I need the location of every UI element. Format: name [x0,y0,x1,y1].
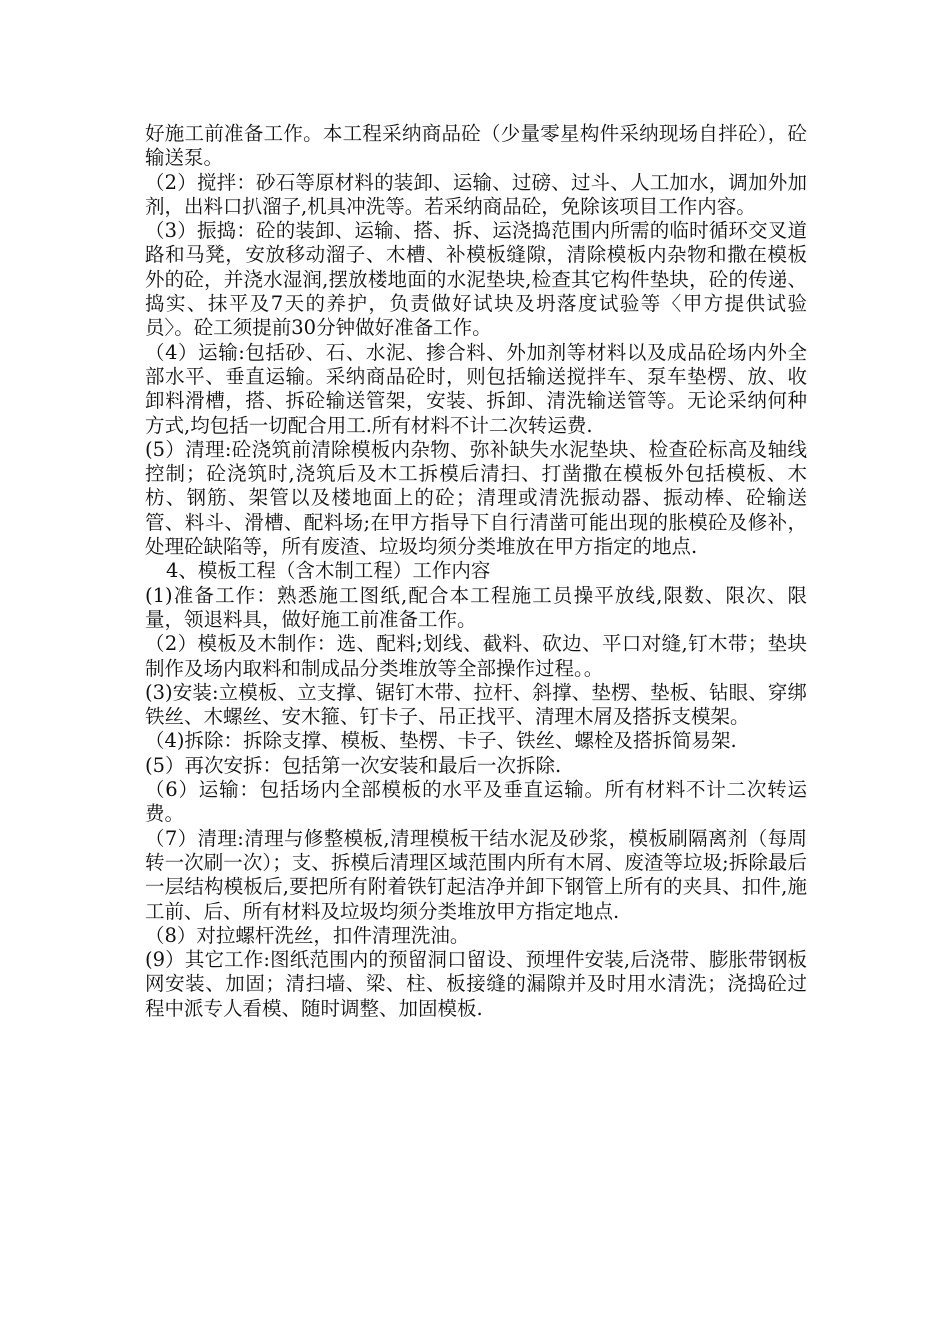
paragraph-formwork-reinstall: (5）再次安拆：包括第一次安装和最后一次拆除. [145,753,562,777]
paragraph-formwork-install: (3)安装:立模板、立支撑、锯钉木带、拉杆、斜撑、垫楞、垫板、钻眼、穿绑铁丝、木螺丝、安木箍、钉卡子、吊正找平、清理木屑及搭拆支模架。 [145,680,807,729]
paragraph-intro-prep: 好施工前准备工作。本工程采纳商品砼（少量零星构件采纳现场自拌砼），砼输送泵。 [145,122,807,170]
paragraph-formwork-cleanup: （7）清理:清理与修整模板,清理模板干结水泥及砂浆，模板刷隔离剂（每周转一次刷一次）；支、拆模后清理区域范围内所有木屑、废渣等垃圾;拆除最后一层结构模板后,要把所有附着铁钉起洁净并卸下钢管上所有的夹具、扣件,施工前、后、所有材料及垃圾均须分类堆放甲方指定地点. [145,826,807,923]
paragraph-tie-rod: （8）对拉螺杆洗丝，扣件清理洗油。 [145,923,470,947]
paragraph-vibrating: （3）振捣：砼的装卸、运输、搭、拆、运浇捣范围内所需的临时循环交叉道路和马凳，安放移动溜子、木槽、补模板缝隙，清除模板内杂物和撒在模板外的砼，并浇水湿润,摆放楼地面的水泥垫块,检查其它构件垫块，砼的传递、捣实、抹平及7天的养护，负责做好试块及坍落度试验等〈甲方提供试验员〉。砼工须提前30分钟做好准备工作。 [145,219,807,340]
paragraph-cleanup: (5）清理:砼浇筑前清除模板内杂物、弥补缺失水泥垫块、检查砼标高及轴线控制；砼浇筑时,浇筑后及木工拆模后清扫、打凿撒在模板外包括模板、木枋、钢筋、架管以及楼地面上的砼；清理或清洗振动器、振动棒、砼输送管、料斗、滑槽、配料场;在甲方指导下自行清凿可能出现的胀模砼及修补，处理砼缺陷等，所有废渣、垃圾均须分类堆放在甲方指定的地点. [145,437,807,559]
document-page [145,122,807,1021]
paragraph-transport: （4）运输:包括砂、石、水泥、掺合料、外加剂等材料以及成品砼场内外全部水平、垂直运输。采纳商品砼时，则包括输送搅拌车、泵车垫楞、放、收卸料滑槽，搭、拆砼输送管架，安装、拆卸、清洗输送管等。无论采纳何种方式,均包括一切配合用工.所有材料不计二次转运费. [145,340,807,437]
section-heading-formwork: 4、模板工程（含木制工程）工作内容 [166,559,491,583]
paragraph-formwork-transport: （6）运输：包括场内全部模板的水平及垂直运输。所有材料不计二次转运费。 [145,778,807,826]
paragraph-mixing: （2）搅拌：砂石等原材料的装卸、运输、过磅、过斗、人工加水，调加外加剂，出料口扒溜子,机具冲洗等。若采纳商品砼，免除该项目工作内容。 [145,170,807,218]
paragraph-formwork-making: （2）模板及木制作：选、配料;划线、截料、砍边、平口对缝,钉木带；垫块制作及场内取料和制成品分类堆放等全部操作过程。。 [145,632,807,680]
paragraph-formwork-removal: （4)拆除：拆除支撑、模板、垫楞、卡子、铁丝、螺栓及搭拆简易架. [145,729,737,753]
paragraph-other-work: (9）其它工作:图纸范围内的预留洞口留设、预埋件安装,后浇带、膨胀带钢板网安装、加固；清扫墙、梁、柱、板接缝的漏隙并及时用水清洗；浇捣砼过程中派专人看模、随时调整、加固模板. [145,948,807,1020]
paragraph-formwork-prep: (1)准备工作：熟悉施工图纸,配合本工程施工员操平放线,限数、限次、限量，领退料具，做好施工前准备工作。 [145,583,807,631]
